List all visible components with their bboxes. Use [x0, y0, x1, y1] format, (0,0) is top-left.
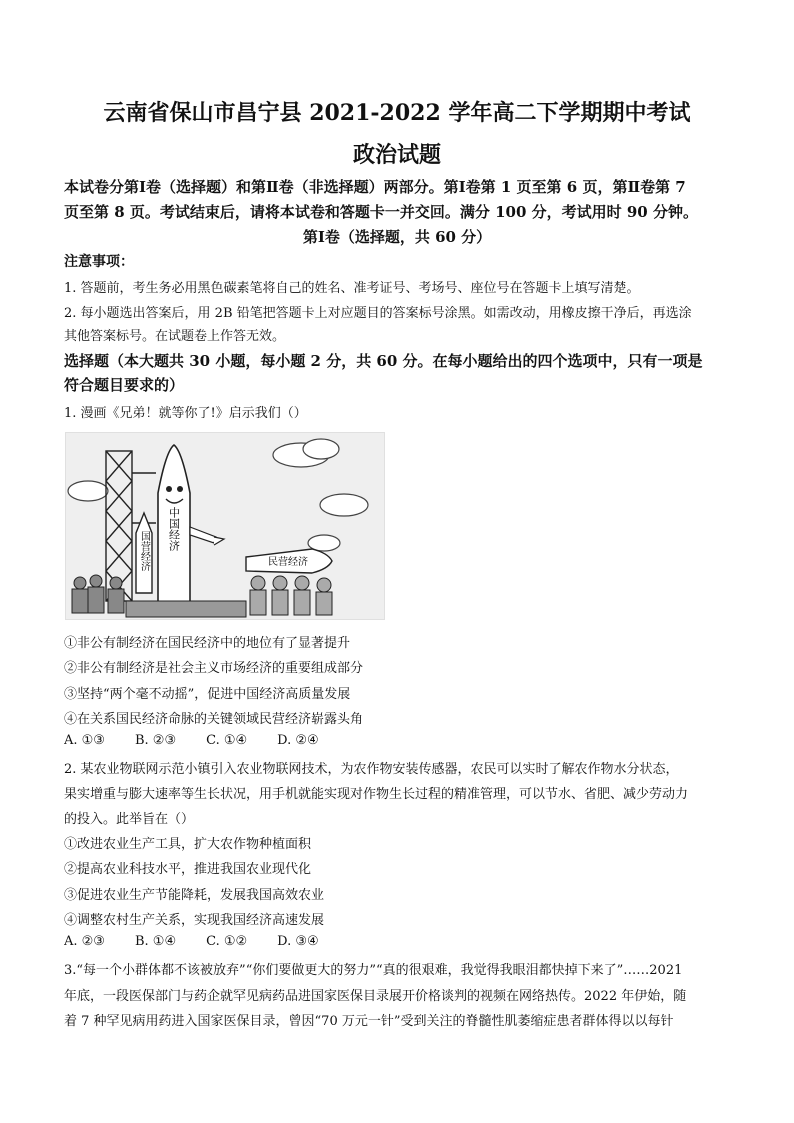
q2-stem-line-1: 2. 某农业物联网示范小镇引入农业物联网技术，为农作物安装传感器，农民可以实时了解农作物水分状态，: [64, 762, 679, 777]
q1-option-a[interactable]: A. ①③: [64, 733, 105, 748]
q3-stem-line-1: 3.“每一个小群体都不该被放弃”“你们要做更大的努力”“真的很艰难，我觉得我眼泪都快掉下来了”……2021: [64, 963, 683, 978]
exam-subtitle: 政治试题: [352, 142, 441, 168]
choice-heading-line-2: 符合题目要求的）: [64, 376, 185, 394]
q1-option-c[interactable]: C. ①④: [206, 733, 248, 748]
intro-line-1: 本试卷分第Ⅰ卷（选择题）和第Ⅱ卷（非选择题）两部分。第Ⅰ卷第 1 页至第 6 页，第Ⅱ卷第 7: [64, 178, 686, 196]
label-china-economy: 中国经济: [167, 507, 181, 551]
q3-stem-line-3: 着 7 种罕见病用药进入国家医保目录，曾因“70 万元一针”受到关注的脊髓性肌萎缩症患者群体得以以每针: [64, 1014, 674, 1029]
q2-option-a[interactable]: A. ②③: [64, 934, 105, 949]
q2-stem-line-2: 果实增重与膨大速率等生长状况，用手机就能实现对作物生长过程的精准管理，可以节水、省肥、减少劳动力: [64, 787, 689, 802]
notice-line-2: 2. 每小题选出答案后，用 2B 铅笔把答题卡上对应题目的答案标号涂黑。如需改动，用橡皮擦干净后，再选涂: [64, 306, 692, 321]
notice-line-1: 1. 答题前，考生务必用黑色碳素笔将自己的姓名、准考证号、考场号、座位号在答题卡上填写清楚。: [64, 281, 640, 296]
cartoon-image: [65, 432, 385, 620]
q1-option-b[interactable]: B. ②③: [134, 733, 177, 748]
q2-stem-line-3: 的投入。此举旨在（）: [64, 812, 195, 827]
q1-item-4: ④在关系国民经济命脉的关键领域民营经济崭露头角: [64, 712, 364, 727]
q1-stem: 1. 漫画《兄弟！就等你了!》启示我们（）: [64, 406, 307, 421]
cartoon-illustration: [66, 433, 384, 619]
q1-item-1: ①非公有制经济在国民经济中的地位有了显著提升: [64, 636, 351, 651]
label-private-economy: 民营经济: [268, 557, 308, 568]
q2-item-1: ①改进农业生产工具，扩大农作物种植面积: [64, 837, 312, 852]
q1-option-d[interactable]: D. ②④: [277, 733, 319, 748]
notice-heading: 注意事项：: [64, 254, 134, 270]
q2-option-b[interactable]: B. ①④: [134, 934, 177, 949]
q2-option-d[interactable]: D. ③④: [277, 934, 319, 949]
q1-item-2: ②非公有制经济是社会主义市场经济的重要组成部分: [64, 661, 364, 676]
q2-item-4: ④调整农村生产关系，实现我国经济高速发展: [64, 913, 325, 928]
q2-item-2: ②提高农业科技水平，推进我国农业现代化: [64, 862, 312, 877]
exam-title: 云南省保山市昌宁县 2021-2022 学年高二下学期期中考试: [103, 100, 691, 126]
q3-stem-line-2: 年底，一段医保部门与药企就罕见病药品进国家医保目录展开价格谈判的视频在网络热传。2022 年伊始，随: [64, 989, 687, 1004]
label-state-economy: 国营经济: [138, 531, 150, 571]
choice-heading-line-1: 选择题（本大题共 30 小题，每小题 2 分，共 60 分。在每小题给出的四个选项中，只有一项是: [64, 352, 703, 370]
notice-line-3: 其他答案标号。在试题卷上作答无效。: [64, 329, 286, 344]
section-title: 第Ⅰ卷（选择题，共 60 分）: [302, 228, 492, 246]
q2-options: [64, 934, 734, 949]
q1-options: [64, 733, 734, 748]
q2-option-c[interactable]: C. ①②: [206, 934, 248, 949]
q1-item-3: ③坚持“两个毫不动摇”，促进中国经济高质量发展: [64, 687, 351, 702]
intro-line-2: 页至第 8 页。考试结束后，请将本试卷和答题卡一并交回。满分 100 分，考试用时 90 分钟。: [64, 203, 698, 221]
q2-item-3: ③促进农业生产节能降耗，发展我国高效农业: [64, 888, 325, 903]
